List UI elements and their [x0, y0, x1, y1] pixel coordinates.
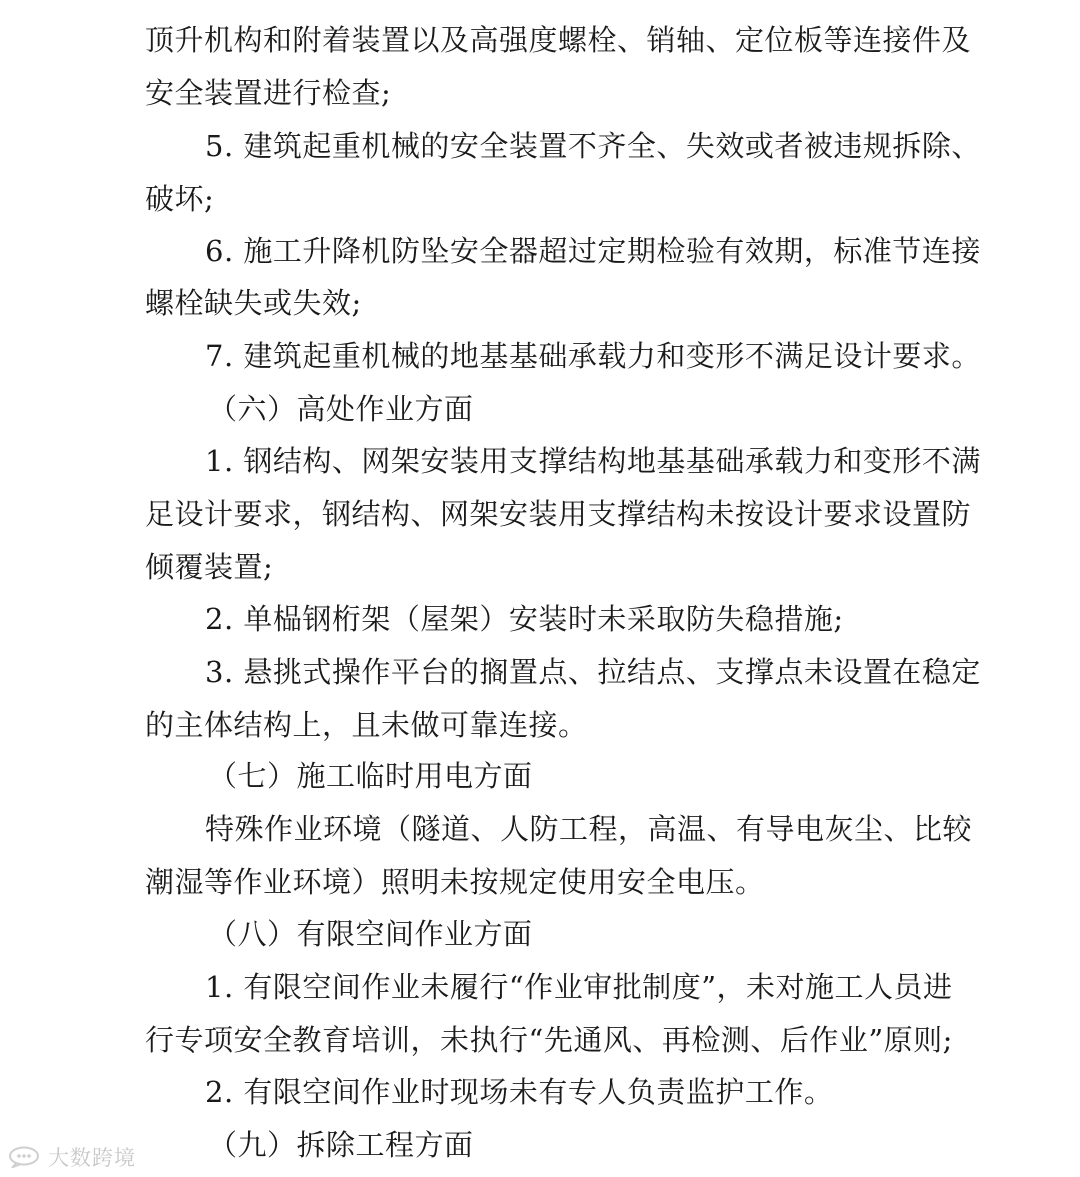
- list-item-2: 2. 有限空间作业时现场未有专人负责监护工作。: [205, 1075, 834, 1109]
- section-heading-7: （七）施工临时用电方面: [208, 759, 533, 793]
- watermark-text: 大数跨境: [48, 1146, 136, 1170]
- paragraph-line: 特殊作业环境（隧道、人防工程，高温、有导电灰尘、比较: [205, 812, 973, 846]
- list-item-1: 1. 有限空间作业未履行“作业审批制度”，未对施工人员进: [205, 970, 953, 1004]
- paragraph-line: 的主体结构上，且未做可靠连接。: [145, 708, 588, 742]
- list-item-2: 2. 单榀钢桁架（屋架）安装时未采取防失稳措施;: [205, 602, 844, 636]
- section-heading-6: （六）高处作业方面: [208, 392, 474, 426]
- paragraph-line: 潮湿等作业环境）照明未按规定使用安全电压。: [145, 865, 765, 899]
- list-item-6: 6. 施工升降机防坠安全器超过定期检验有效期，标准节连接: [205, 234, 981, 268]
- list-item-1: 1. 钢结构、网架安装用支撑结构地基基础承载力和变形不满: [205, 444, 981, 478]
- chat-bubble-logo-icon: [8, 1146, 42, 1168]
- paragraph-line: 足设计要求，钢结构、网架安装用支撑结构未按设计要求设置防: [145, 497, 972, 531]
- list-item-3: 3. 悬挑式操作平台的搁置点、拉结点、支撑点未设置在稳定: [205, 655, 981, 689]
- paragraph-line: 倾覆装置;: [145, 550, 274, 584]
- section-heading-9: （九）拆除工程方面: [208, 1128, 474, 1162]
- paragraph-line: 破坏;: [145, 182, 215, 216]
- list-item-5: 5. 建筑起重机械的安全装置不齐全、失效或者被违规拆除、: [205, 129, 981, 163]
- paragraph-line: 螺栓缺失或失效;: [145, 286, 362, 320]
- paragraph-line: 行专项安全教育培训，未执行“先通风、再检测、后作业”原则;: [145, 1023, 953, 1057]
- list-item-7: 7. 建筑起重机械的地基基础承载力和变形不满足设计要求。: [205, 339, 981, 373]
- section-heading-8: （八）有限空间作业方面: [208, 917, 533, 951]
- watermark: [8, 1142, 136, 1172]
- paragraph-line: 安全装置进行检查;: [145, 76, 392, 110]
- paragraph-line: 顶升机构和附着装置以及高强度螺栓、销轴、定位板等连接件及: [145, 23, 972, 57]
